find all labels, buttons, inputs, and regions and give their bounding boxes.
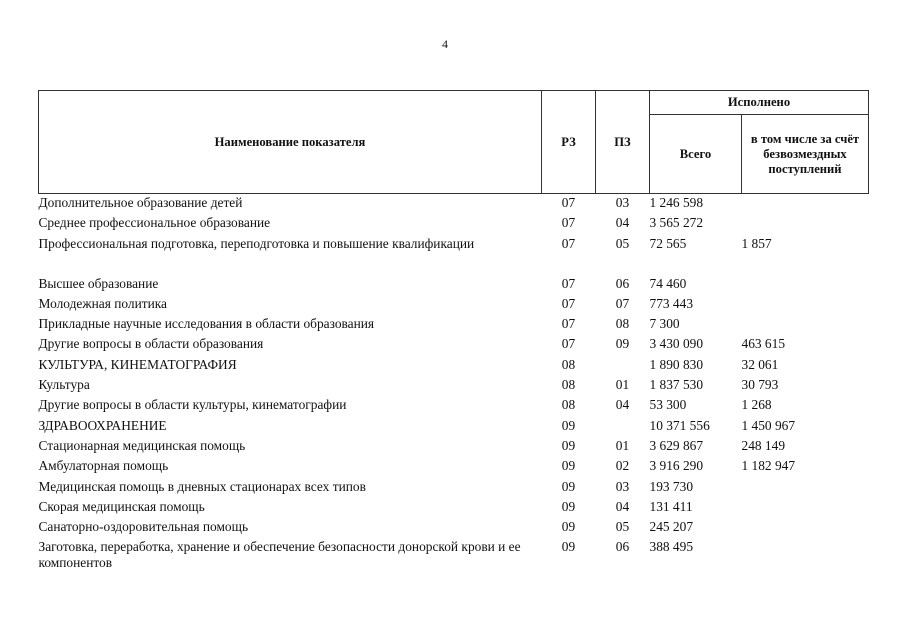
cell-name: Стационарная медицинская помощь xyxy=(38,437,246,453)
header-total: Всего xyxy=(650,115,742,194)
cell-rz: 07 xyxy=(561,235,576,251)
cell-pz: 04 xyxy=(615,215,630,231)
cell-total: 245 207 xyxy=(649,519,694,535)
cell-total: 388 495 xyxy=(649,539,694,555)
cell-pz: 05 xyxy=(615,519,630,535)
cell-pz xyxy=(596,357,650,377)
cell-pz: 04 xyxy=(615,397,630,413)
table-body xyxy=(39,194,869,572)
cell-rz: 07 xyxy=(561,275,576,291)
cell-pz: 09 xyxy=(615,336,630,352)
cell-rz: 07 xyxy=(561,195,576,210)
cell-total: 193 730 xyxy=(649,478,694,494)
cell-name: Амбулаторная помощь xyxy=(38,458,169,474)
cell-free: 1 268 xyxy=(741,397,772,413)
table-row xyxy=(39,276,869,296)
cell-free xyxy=(742,194,869,216)
cell-name: ЗДРАВООХРАНЕНИЕ xyxy=(38,417,167,433)
cell-total: 53 300 xyxy=(649,397,687,413)
cell-name: Культура xyxy=(38,377,90,393)
table-row xyxy=(39,194,869,216)
cell-rz: 09 xyxy=(561,539,576,555)
cell-name: Другие вопросы в области культуры, кинематографии xyxy=(38,397,347,413)
cell-free: 30 793 xyxy=(741,377,779,393)
table-row xyxy=(39,519,869,539)
cell-pz: 03 xyxy=(615,195,630,210)
cell-pz: 01 xyxy=(615,437,630,453)
table-row xyxy=(39,236,869,276)
table-row xyxy=(39,296,869,316)
cell-rz: 09 xyxy=(561,437,576,453)
cell-rz: 07 xyxy=(561,316,576,332)
cell-name: Дополнительное образование детей xyxy=(38,195,243,210)
cell-rz: 08 xyxy=(561,377,576,393)
cell-total: 3 916 290 xyxy=(649,458,704,474)
cell-rz: 08 xyxy=(561,397,576,413)
page-number: 4 xyxy=(442,37,448,51)
cell-rz: 09 xyxy=(561,519,576,535)
cell-free xyxy=(742,276,869,296)
cell-name: Прикладные научные исследования в области образования xyxy=(38,316,375,332)
cell-name: Профессиональная подготовка, переподготовка и повышение квалификации xyxy=(38,235,475,251)
cell-rz: 07 xyxy=(561,215,576,231)
cell-free xyxy=(742,296,869,316)
table-row xyxy=(39,336,869,356)
table-row xyxy=(39,479,869,499)
table-row xyxy=(39,377,869,397)
cell-name: Заготовка, переработка, хранение и обеспечение безопасности донорской крови и ее компонентов xyxy=(38,539,521,571)
cell-name: Медицинская помощь в дневных стационарах всех типов xyxy=(38,478,366,494)
cell-total: 72 565 xyxy=(649,235,687,251)
cell-free: 463 615 xyxy=(741,336,786,352)
cell-rz: 09 xyxy=(561,458,576,474)
budget-table xyxy=(38,90,869,571)
table-row xyxy=(39,539,869,571)
table-row xyxy=(39,215,869,235)
cell-total: 3 629 867 xyxy=(649,437,704,453)
cell-free xyxy=(742,519,869,539)
cell-pz: 05 xyxy=(615,235,630,251)
cell-free xyxy=(742,215,869,235)
header-executed: Исполнено xyxy=(650,91,869,115)
cell-total: 3 430 090 xyxy=(649,336,704,352)
cell-total: 131 411 xyxy=(649,498,693,514)
cell-pz: 08 xyxy=(615,316,630,332)
cell-total: 74 460 xyxy=(649,275,687,291)
cell-free xyxy=(742,539,869,571)
table-row xyxy=(39,316,869,336)
table-row xyxy=(39,438,869,458)
table-row xyxy=(39,357,869,377)
header-free: в том числе за счёт безвозмездных поступлений xyxy=(742,115,869,194)
cell-pz: 04 xyxy=(615,498,630,514)
cell-free xyxy=(742,316,869,336)
cell-total: 7 300 xyxy=(649,316,680,332)
cell-free xyxy=(742,499,869,519)
cell-total: 10 371 556 xyxy=(649,417,710,433)
cell-free: 248 149 xyxy=(741,437,786,453)
cell-pz: 02 xyxy=(615,458,630,474)
cell-pz: 06 xyxy=(615,275,630,291)
table-header xyxy=(39,91,869,194)
cell-free: 1 857 xyxy=(741,235,772,251)
cell-total: 1 890 830 xyxy=(649,356,704,372)
cell-total: 773 443 xyxy=(649,295,694,311)
table-row xyxy=(39,458,869,478)
cell-free: 32 061 xyxy=(741,356,779,372)
cell-pz xyxy=(596,418,650,438)
cell-total: 1 246 598 xyxy=(649,195,704,210)
cell-rz: 09 xyxy=(561,417,576,433)
cell-name: Другие вопросы в области образования xyxy=(38,336,264,352)
cell-name: Молодежная политика xyxy=(38,295,168,311)
cell-name: Высшее образование xyxy=(38,275,159,291)
table-row xyxy=(39,499,869,519)
cell-name: Санаторно-оздоровительная помощь xyxy=(38,519,249,535)
cell-pz: 03 xyxy=(615,478,630,494)
cell-pz: 06 xyxy=(615,539,630,555)
cell-name: КУЛЬТУРА, КИНЕМАТОГРАФИЯ xyxy=(38,356,237,372)
cell-rz: 07 xyxy=(561,295,576,311)
cell-pz: 01 xyxy=(615,377,630,393)
header-pz: ПЗ xyxy=(596,91,650,194)
header-name: Наименование показателя xyxy=(39,91,542,194)
cell-rz: 08 xyxy=(561,356,576,372)
header-rz: РЗ xyxy=(542,91,596,194)
table-row xyxy=(39,418,869,438)
table-row xyxy=(39,397,869,417)
cell-pz: 07 xyxy=(615,295,630,311)
cell-rz: 07 xyxy=(561,336,576,352)
cell-total: 1 837 530 xyxy=(649,377,704,393)
cell-rz: 09 xyxy=(561,498,576,514)
cell-free: 1 182 947 xyxy=(741,458,796,474)
cell-free: 1 450 967 xyxy=(741,417,796,433)
cell-rz: 09 xyxy=(561,478,576,494)
cell-total: 3 565 272 xyxy=(649,215,704,231)
cell-name: Скорая медицинская помощь xyxy=(38,498,205,514)
cell-free xyxy=(742,479,869,499)
cell-name: Среднее профессиональное образование xyxy=(38,215,271,231)
